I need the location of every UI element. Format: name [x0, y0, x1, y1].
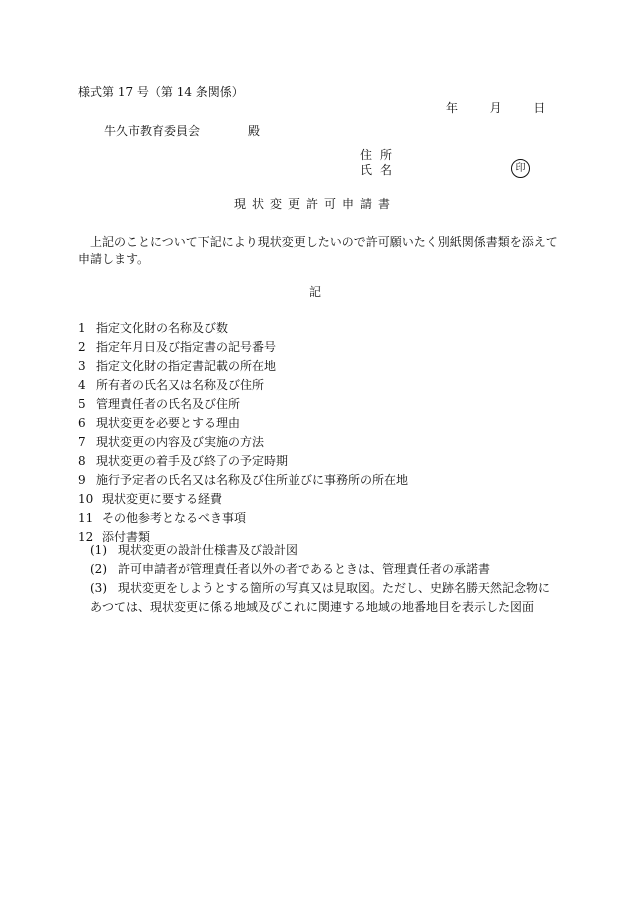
attachment-text: 許可申請者が管理責任者以外の者であるときは、管理責任者の承諾書	[118, 562, 491, 576]
list-item	[78, 453, 408, 472]
item-number: 7	[78, 435, 86, 449]
item-text: 管理責任者の氏名及び住所	[96, 397, 241, 411]
recipient-honorific: 殿	[248, 124, 261, 138]
list-item	[78, 339, 408, 358]
attachment-list	[90, 542, 550, 618]
list-item	[78, 510, 408, 529]
item-number: 8	[78, 454, 86, 468]
item-text: 現状変更の内容及び実施の方法	[96, 435, 265, 449]
item-text: その他参考となるべき事項	[102, 511, 247, 525]
list-item	[78, 396, 408, 415]
attachment-text: 現状変更をしようとする箇所の写真又は見取図。ただし、史跡名勝天然記念物に	[118, 581, 551, 595]
attachment-text: 現状変更の設計仕様書及び設計図	[118, 543, 299, 557]
attachment-item	[90, 542, 550, 561]
item-number: 9	[78, 473, 86, 487]
ki-heading: 記	[308, 285, 321, 299]
date-line	[446, 100, 545, 116]
item-number: 11	[78, 511, 94, 525]
item-number: 3	[78, 359, 86, 373]
item-number: 2	[78, 340, 86, 354]
date-day-label: 日	[533, 101, 546, 115]
item-list	[78, 320, 408, 548]
attachment-item	[90, 561, 550, 580]
item-text: 現状変更を必要とする理由	[96, 416, 241, 430]
item-number: 6	[78, 416, 86, 430]
seal-mark: 印	[511, 159, 530, 178]
date-month-label: 月	[489, 101, 502, 115]
attachment-number: (2)	[90, 562, 107, 576]
body-text: 上記のことについて下記により現状変更したいので許可願いたく別紙関係書類を添えて申請します。	[78, 235, 558, 266]
attachment-continuation: あつては、現状変更に係る地域及びこれに関連する地域の地番地目を表示した図面	[90, 600, 535, 614]
attachment-number: (3)	[90, 581, 107, 595]
document-title: 現状変更許可申請書	[233, 197, 396, 211]
item-text: 添付書類	[102, 530, 151, 544]
item-number: 10	[78, 492, 94, 506]
list-item	[78, 320, 408, 339]
item-number: 1	[78, 321, 86, 335]
item-number: 12	[78, 530, 94, 544]
recipient-name: 牛久市教育委員会	[104, 124, 201, 138]
recipient	[104, 123, 260, 139]
list-item	[78, 472, 408, 491]
item-text: 現状変更の着手及び終了の予定時期	[96, 454, 289, 468]
address-label: 住所	[360, 148, 401, 162]
name-label: 氏名	[360, 163, 401, 177]
item-text: 指定文化財の指定書記載の所在地	[96, 359, 277, 373]
date-year-label: 年	[446, 101, 459, 115]
form-number: 様式第 17 号（第 14 条関係）	[78, 85, 244, 99]
list-item	[78, 358, 408, 377]
item-text: 施行予定者の氏名又は名称及び住所並びに事務所の所在地	[96, 473, 409, 487]
item-text: 指定年月日及び指定書の記号番号	[96, 340, 277, 354]
list-item	[78, 377, 408, 396]
item-number: 5	[78, 397, 86, 411]
list-item	[78, 415, 408, 434]
item-text: 所有者の氏名又は名称及び住所	[96, 378, 265, 392]
list-item	[78, 491, 408, 510]
attachment-number: (1)	[90, 543, 107, 557]
item-number: 4	[78, 378, 86, 392]
attachment-item	[90, 580, 550, 599]
list-item	[78, 434, 408, 453]
item-text: 現状変更に要する経費	[102, 492, 223, 506]
item-text: 指定文化財の名称及び数	[96, 321, 229, 335]
